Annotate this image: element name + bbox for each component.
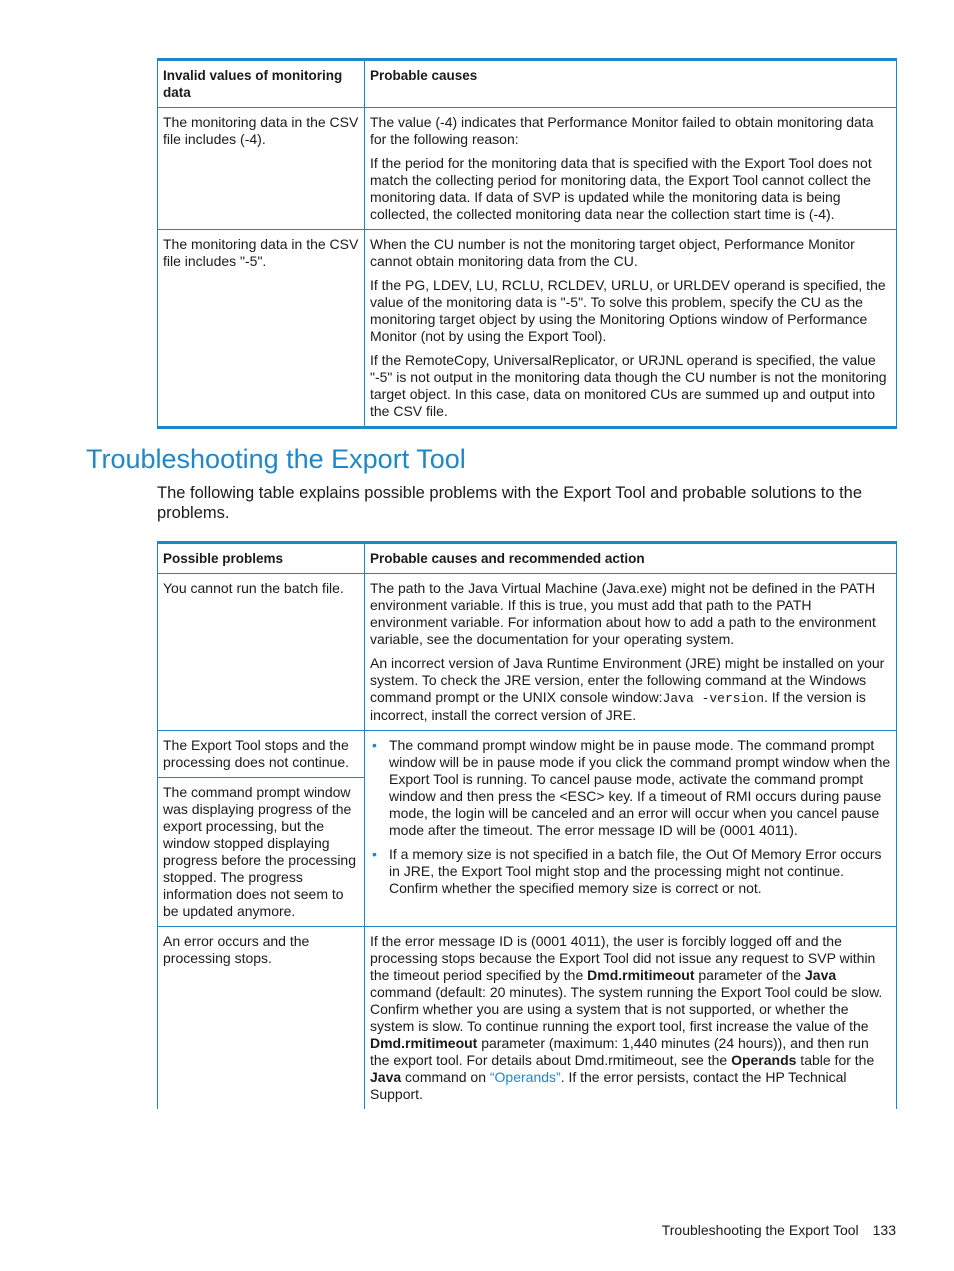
cause-paragraph: If the period for the monitoring data that is specified with the Export Tool does not match the collecting period for monitoring data, the Export Tool cannot collect the monitoring data. If data of SVP is updated while the monitoring data is being collected, the collected monitoring data near the collection start time is (-4). [370, 155, 872, 222]
table-row [158, 574, 897, 731]
cause-list [370, 737, 891, 897]
operands-link[interactable]: “Operands” [489, 1069, 561, 1085]
text-run: . If the error persists, contact the HP Technical Support. [370, 1069, 847, 1102]
table-row [158, 731, 897, 778]
problem-cell: The Export Tool stops and the processing does not continue. [158, 731, 365, 778]
table-row [158, 108, 897, 230]
text-run: command on [401, 1069, 490, 1085]
text-run: parameter of the [694, 967, 805, 983]
problem-cell: You cannot run the batch file. [158, 574, 365, 731]
bold-term: Dmd.rmitimeout [370, 1035, 478, 1051]
column-header-probable-causes: Probable causes [365, 60, 897, 108]
monitoring-data-table [157, 58, 897, 429]
page-number: 133 [872, 1222, 896, 1238]
cause-paragraph: If the RemoteCopy, UniversalReplicator, or URJNL operand is specified, the value "-5" is not output in the monitoring data though the CU number is not the monitoring target object. In this case, data on monitored CUs are summed up and output into the CSV file. [370, 352, 887, 419]
text-run: command (default: 20 minutes). The system running the Export Tool could be slow. Confirm whether you are using a system that is not supported, or whether the system is slow. To continue running the export tool, first increase the value of the [370, 984, 883, 1034]
cause-cell [365, 108, 897, 230]
column-header-invalid-values: Invalid values of monitoring data [158, 60, 365, 108]
text-run: parameter (maximum: 1,440 minutes (24 hours)), and then run the export tool. For details about Dmd.rmitimeout, see the [370, 1035, 869, 1068]
column-header-causes-actions: Probable causes and recommended action [365, 543, 897, 574]
text-run: . If the version is incorrect, install the correct version of JRE. [370, 689, 866, 723]
list-item: • If a memory size is not specified in a batch file, the Out Of Memory Error occurs in JRE, the Export Tool might stop and the processing might not continue. Confirm whether the specified memory size is correct or not. [389, 846, 891, 897]
bold-term: Java [805, 967, 837, 983]
section-intro: The following table explains possible problems with the Export Tool and probable solutions to the problems. [157, 484, 863, 522]
cause-cell [365, 574, 897, 731]
cause-paragraph [370, 655, 891, 724]
text-run: If the error message ID is (0001 4011), the user is forcibly logged off and the processing stops because the Export Tool did not issue any request to SVP within the timeout period specified by the [370, 933, 876, 983]
table-row [158, 230, 897, 428]
cause-paragraph: When the CU number is not the monitoring target object, Performance Monitor cannot obtain monitoring data from the CU. [370, 236, 855, 269]
cause-paragraph: The path to the Java Virtual Machine (Java.exe) might not be defined in the PATH environment variable. If this is true, you must add that path to the PATH environment variable. For information about how to add a path to the environment variable, see the documentation for your operating system. [370, 580, 876, 647]
table-row [158, 927, 897, 1110]
text-run: An incorrect version of Java Runtime Environment (JRE) might be installed on your system. To check the JRE version, enter the following command at the Windows command prompt or the UNIX console window: [370, 655, 885, 705]
bold-term: Java [370, 1069, 402, 1085]
cause-paragraph [370, 933, 891, 1103]
bold-term: Operands [731, 1052, 797, 1068]
cause-cell [365, 731, 897, 927]
problem-cell: The monitoring data in the CSV file includes "-5". [158, 230, 365, 428]
problem-cell: The monitoring data in the CSV file includes (-4). [158, 108, 365, 230]
problem-cell: The command prompt window was displaying progress of the export processing, but the window stopped displaying progress before the processing stopped. The progress information does not seem to be updated anymore. [158, 778, 365, 927]
footer-title: Troubleshooting the Export Tool [661, 1222, 859, 1238]
troubleshooting-table [157, 541, 897, 1109]
cause-paragraph: If the PG, LDEV, LU, RCLU, RCLDEV, URLU, or URLDEV operand is specified, the value of the monitoring data is "-5". To solve this problem, specify the CU as the monitoring target object by using the Monitoring Options window of Performance Monitor (not by using the Export Tool). [370, 277, 886, 344]
column-header-possible-problems: Possible problems [158, 543, 365, 574]
page-footer [662, 1222, 896, 1238]
cause-cell [365, 230, 897, 428]
list-item: • The command prompt window might be in pause mode. The command prompt window will be in pause mode if you click the command prompt window when the Export Tool is running. To cancel pause mode, activate the command prompt window and then press the <ESC> key. If a timeout of RMI occurs during pause mode, the login will be canceled and an error will occur when you cancel pause mode after the timeout. The error message ID will be (0001 4011). [389, 737, 891, 839]
cause-paragraph: The value (-4) indicates that Performance Monitor failed to obtain monitoring data for the following reason: [370, 114, 874, 147]
cause-cell [365, 927, 897, 1110]
problem-cell: An error occurs and the processing stops. [158, 927, 365, 1110]
section-title: Troubleshooting the Export Tool [86, 444, 466, 474]
bold-term: Dmd.rmitimeout [587, 967, 695, 983]
code-snippet: Java -version [662, 691, 764, 706]
text-run: table for the [796, 1052, 875, 1068]
